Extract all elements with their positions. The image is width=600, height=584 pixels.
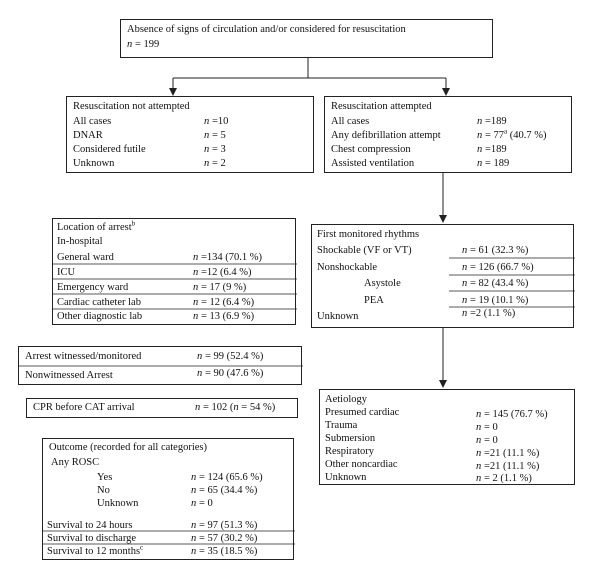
box-aetiology (319, 389, 575, 485)
n-symbol: n (476, 435, 482, 446)
n-symbol: n (476, 409, 482, 420)
row-label: Trauma (325, 420, 358, 431)
n-symbol: n (191, 485, 197, 496)
n-symbol: n (191, 472, 197, 483)
rhythms-title: First monitored rhythms (317, 229, 420, 240)
n-symbol: n (476, 461, 482, 472)
row-label: No (97, 485, 110, 496)
aetiology-title: Aetiology (325, 394, 367, 405)
row-label: Assisted ventilation (331, 158, 415, 169)
row-label: Submersion (325, 433, 376, 444)
row-value: = 99 (52.4 %) (205, 351, 264, 362)
row-value: = 0 (199, 498, 213, 509)
box-rhythms (311, 224, 574, 328)
row-value: = 65 (34.4 %) (199, 485, 258, 496)
n-symbol: n (476, 422, 482, 433)
row-value: = 82 (43.4 %) (470, 278, 529, 289)
cpr-value-percent: = 54 %) (238, 402, 276, 413)
witnessed-divider (19, 347, 303, 386)
row-label: PEA (364, 295, 384, 306)
row-label: Respiratory (325, 446, 374, 457)
n-symbol: n (204, 130, 210, 141)
location-row-dividers (53, 219, 297, 326)
n-symbol: n (477, 130, 483, 141)
row-label: Arrest witnessed/monitored (25, 351, 142, 362)
row-label: DNAR (73, 130, 103, 141)
row-label: Other noncardiac (325, 459, 398, 470)
row-value: = 145 (76.7 %) (484, 409, 548, 420)
row-label: Nonwitnessed Arrest (25, 370, 113, 381)
row-label: ICU (57, 267, 76, 278)
row-value: = 97 (51.3 %) (199, 520, 258, 531)
n-symbol: n (193, 311, 199, 322)
row-label: Chest compression (331, 144, 411, 155)
row-value: =12 (6.4 %) (201, 267, 252, 278)
row-value: = 3 (212, 144, 226, 155)
n-symbol: n (476, 473, 482, 484)
cpr-label: CPR before CAT arrival (33, 402, 135, 413)
row-label: Survival to 24 hours (47, 520, 133, 531)
row-label: General ward (57, 252, 114, 263)
row-label: All cases (73, 116, 112, 127)
n-symbol: n (462, 245, 468, 256)
footnote-mark: a (504, 127, 508, 136)
row-value: = 2 (1.1 %) (484, 473, 532, 484)
row-value: = 61 (32.3 %) (470, 245, 529, 256)
row-value: = 17 (9 %) (201, 282, 247, 293)
not-attempted-title: Resuscitation not attempted (73, 101, 190, 112)
n-symbol: n (195, 402, 201, 413)
n-symbol: n (193, 252, 199, 263)
row-label: Unknown (325, 472, 367, 483)
n-symbol: n (477, 158, 483, 169)
row-label: Asystole (364, 278, 401, 289)
row-value: =2 (1.1 %) (470, 308, 516, 319)
row-value: = 2 (212, 158, 226, 169)
row-label: Emergency ward (57, 282, 129, 293)
row-value: = 13 (6.9 %) (201, 311, 255, 322)
row-label: Shockable (VF or VT) (317, 245, 412, 256)
row-value: = 19 (10.1 %) (470, 295, 529, 306)
n-symbol: n (204, 116, 210, 127)
row-value: = 35 (18.5 %) (199, 546, 258, 557)
row-label: Other diagnostic lab (57, 311, 143, 322)
box-attempted (324, 96, 572, 173)
row-value: =189 (485, 144, 507, 155)
row-value: = 124 (65.6 %) (199, 472, 263, 483)
row-value: =21 (11.1 %) (484, 461, 540, 472)
box-outcome (42, 438, 294, 560)
n-symbol: n (191, 498, 197, 509)
n-symbol: n (204, 158, 210, 169)
n-symbol: n (476, 448, 482, 459)
n-symbol: n (477, 116, 483, 127)
outcome-title: Outcome (recorded for all categories) (49, 442, 208, 453)
location-subtitle: In-hospital (57, 236, 103, 247)
row-value: = 126 (66.7 %) (470, 262, 534, 273)
row-label: Survival to 12 months (47, 546, 141, 557)
row-value: = 5 (212, 130, 226, 141)
total-n-symbol: n (127, 39, 133, 50)
box-witnessed (18, 346, 302, 385)
row-value: = 90 (47.6 %) (205, 368, 264, 379)
n-symbol: n (191, 533, 197, 544)
row-label: Unknown (73, 158, 115, 169)
box-not-attempted (66, 96, 314, 173)
row-label: Survival to discharge (47, 533, 137, 544)
box-total (120, 19, 493, 58)
row-value: = 12 (6.4 %) (201, 297, 255, 308)
row-value: = 77 (485, 130, 505, 141)
n-symbol: n (477, 144, 483, 155)
footnote-mark: c (140, 543, 144, 552)
n-symbol: n (191, 546, 197, 557)
row-value: =21 (11.1 %) (484, 448, 540, 459)
row-value: = 0 (484, 435, 498, 446)
row-label: Unknown (97, 498, 139, 509)
outcome-subtitle: Any ROSC (51, 457, 100, 468)
n-symbol: n (193, 297, 199, 308)
row-label: Considered futile (73, 144, 146, 155)
row-value: =189 (485, 116, 507, 127)
n-symbol: n (193, 267, 199, 278)
box-cpr (26, 398, 298, 418)
row-value: =10 (212, 116, 229, 127)
outcome-row-dividers (43, 439, 295, 561)
total-title: Absence of signs of circulation and/or considered for resuscitation (127, 24, 406, 35)
box-location (52, 218, 296, 325)
total-n-value: = 199 (135, 39, 160, 50)
location-title-text: Location of arrest (57, 222, 132, 233)
n-symbol: n (191, 520, 197, 531)
row-label: Cardiac catheter lab (57, 297, 141, 308)
row-label: Presumed cardiac (325, 407, 400, 418)
n-symbol: n (462, 308, 468, 319)
n-symbol: n (233, 402, 239, 413)
row-value: = 0 (484, 422, 498, 433)
cpr-value (203, 402, 275, 414)
row-label: Any defibrillation attempt (331, 130, 441, 141)
rhythms-row-dividers (312, 225, 575, 329)
footnote-mark: b (131, 219, 136, 228)
n-symbol: n (462, 262, 468, 273)
row-label: Unknown (317, 311, 359, 322)
n-symbol: n (462, 295, 468, 306)
row-value: =134 (70.1 %) (201, 252, 263, 263)
row-value-with-footnote (485, 127, 547, 142)
n-symbol: n (193, 282, 199, 293)
cpr-value-count: = 102 ( (203, 402, 234, 413)
row-value-percent: (40.7 %) (507, 130, 547, 141)
row-label: Yes (97, 472, 113, 483)
n-symbol: n (197, 368, 203, 379)
row-label: All cases (331, 116, 370, 127)
n-symbol: n (204, 144, 210, 155)
n-symbol: n (462, 278, 468, 289)
n-symbol: n (197, 351, 203, 362)
attempted-title: Resuscitation attempted (331, 101, 432, 112)
row-label: Nonshockable (317, 262, 378, 273)
row-value: = 189 (485, 158, 510, 169)
row-value: = 57 (30.2 %) (199, 533, 258, 544)
